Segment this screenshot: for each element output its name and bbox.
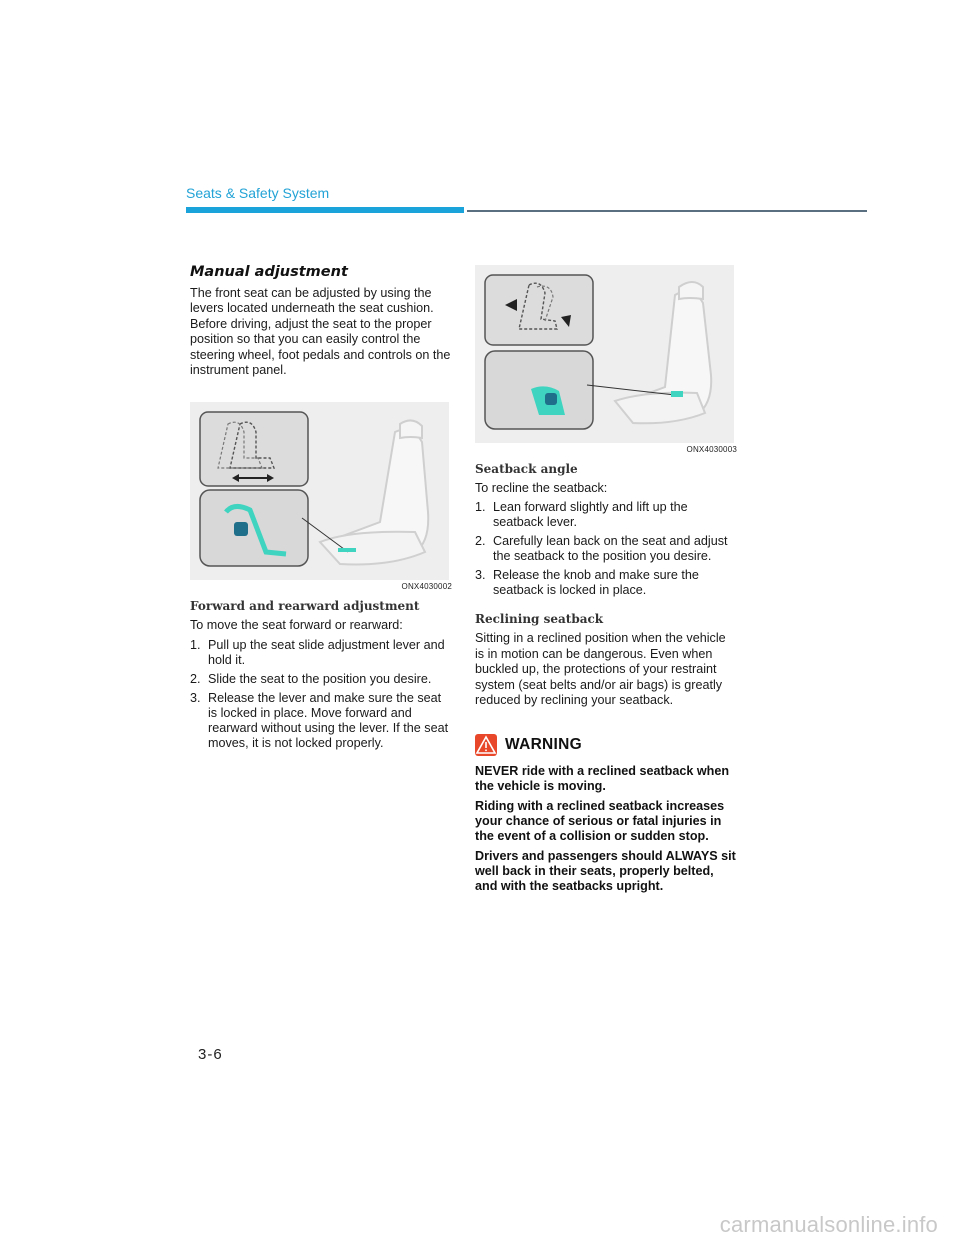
seat-slide-figure [190, 402, 449, 580]
figure-code: ONX4030003 [686, 445, 737, 454]
steps-list [190, 638, 452, 751]
header-bar-accent [186, 207, 464, 213]
list-item: 1. Lean forward slightly and lift up the seatback lever. [475, 500, 688, 530]
subheading-seatback-angle: Seatback angle [475, 462, 578, 476]
subheading-reclining: Reclining seatback [475, 612, 604, 627]
reclining-paragraph: Sitting in a reclined position when the vehicle is in motion can be dangerous. Even when buckled up, the protections of your restraint system (seat belts and/or air bags) is greatly reduced by reclining your seatback. [475, 631, 726, 708]
list-item: 2. Slide the seat to the position you desire. [190, 671, 432, 686]
warning-paragraph: Drivers and passengers should ALWAYS sit well back in their seats, properly belted, and with the seatbacks upright. [475, 849, 736, 894]
steps-list [475, 500, 737, 598]
lead-text: To move the seat forward or rearward: [190, 618, 403, 633]
warning-paragraph: Riding with a reclined seatback increases your chance of serious or fatal injuries in the event of a collision or sudden stop. [475, 799, 725, 844]
subheading-forward: Forward and rearward adjustment [190, 599, 420, 614]
header-bar-divider [467, 210, 867, 212]
header-section-title: Seats & Safety System [186, 185, 330, 201]
right-column [475, 265, 737, 899]
left-column [190, 264, 452, 755]
seatback-illustration [475, 265, 734, 443]
list-item: 3. Release the lever and make sure the seat is locked in place. Move forward and rearward without using the lever. If the seat moves, it is not locked properly. [190, 690, 449, 750]
warning-paragraph: NEVER ride with a reclined seatback when the vehicle is moving. [475, 764, 730, 794]
lead-text: To recline the seatback: [475, 481, 608, 495]
list-item: 3. Release the knob and make sure the seatback is locked in place. [475, 568, 699, 598]
warning-title: WARNING [505, 736, 583, 754]
list-item: 2. Carefully lean back on the seat and adjust the seatback to the position you desire. [475, 534, 728, 564]
watermark: carmanualsonline.info [719, 1212, 938, 1237]
seatback-figure [475, 265, 734, 443]
section-heading: Manual adjustment [190, 264, 348, 280]
seat-slide-illustration [190, 402, 449, 580]
page-number: 3-6 [198, 1046, 223, 1063]
warning-header [475, 734, 737, 756]
warning-icon [475, 734, 497, 756]
intro-paragraph: The front seat can be adjusted by using the levers located underneath the seat cushion. Before driving, adjust the seat to the proper position so that you can easily control the steering wheel, foot pedals and controls on the instrument panel. [190, 286, 451, 378]
list-item: 1. Pull up the seat slide adjustment lever and hold it. [190, 637, 445, 667]
figure-code: ONX4030002 [401, 582, 452, 592]
